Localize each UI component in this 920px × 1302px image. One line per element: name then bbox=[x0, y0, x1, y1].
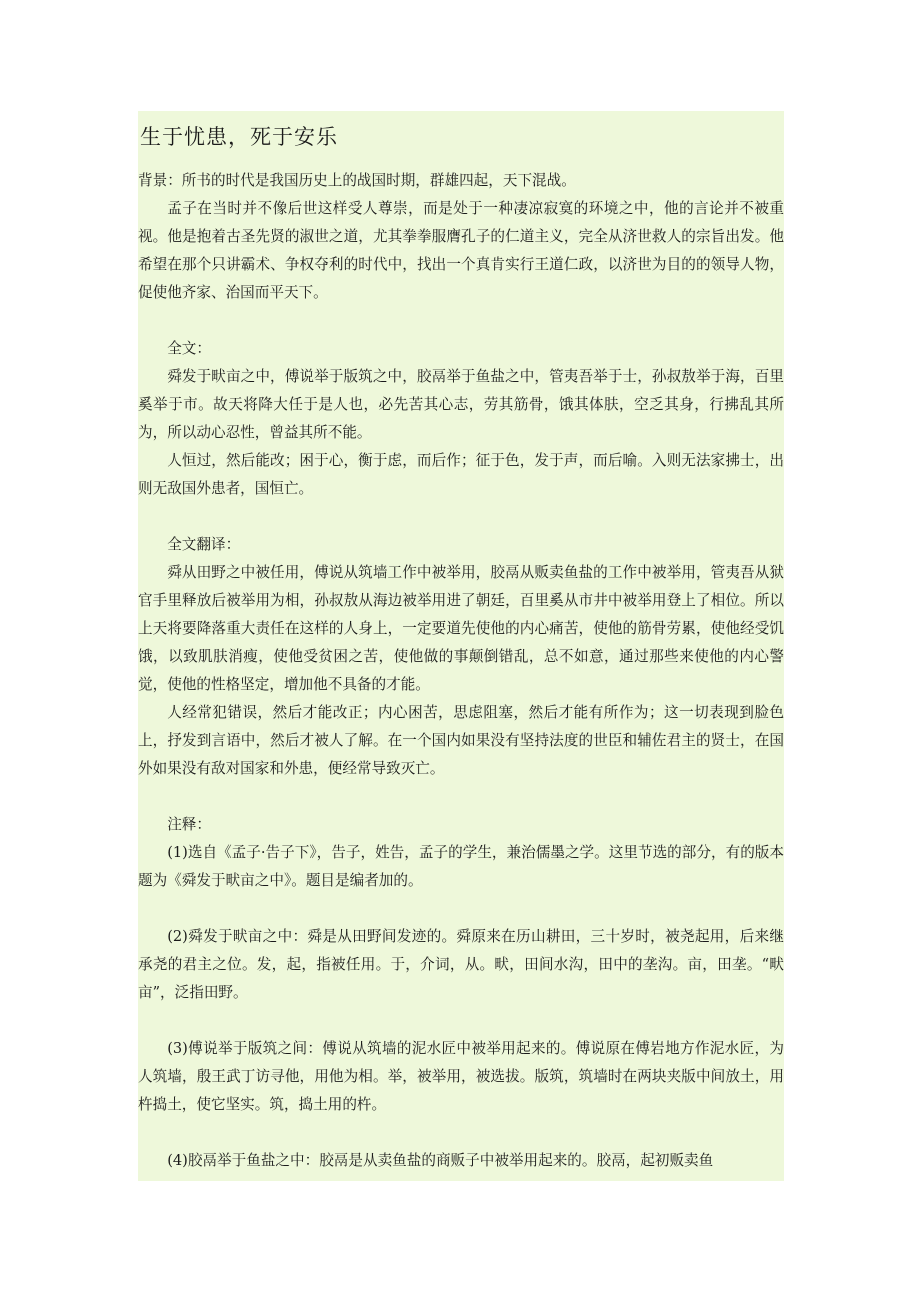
translation-heading: 全文翻译： bbox=[167, 536, 241, 553]
fulltext-paragraph-2: 人恒过，然后能改；困于心，衡于虑，而后作；征于色，发于声，而后喻。入则无法家拂士，出则无敌国外患者，国恒亡。 bbox=[138, 452, 784, 497]
article-title: 生于忧患，死于安乐 bbox=[140, 125, 338, 149]
note-1: (1)选自《孟子·告子下》，告子，姓告，孟子的学生，兼治儒墨之学。这里节选的部分，有的版本题为《舜发于畎亩之中》。题目是编者加的。 bbox=[138, 844, 784, 889]
article-body bbox=[138, 167, 784, 1175]
notes-heading: 注释： bbox=[167, 816, 211, 833]
intro-paragraph: 孟子在当时并不像后世这样受人尊崇，而是处于一种凄凉寂寞的环境之中，他的言论并不被重视。他是抱着古圣先贤的淑世之道，尤其拳拳服膺孔子的仁道主义，完全从济世救人的宗旨出发。他希望在那个只讲霸术、争权夺利的时代中，找出一个真肯实行王道仁政，以济世为目的的领导人物，促使他齐家、治国而平天下。 bbox=[138, 200, 784, 301]
note-2: (2)舜发于畎亩之中：舜是从田野间发迹的。舜原来在历山耕田，三十岁时，被尧起用，后来继承尧的君主之位。发，起，指被任用。于，介词，从。畎，田间水沟，田中的垄沟。亩，田垄。“畎亩”，泛指田野。 bbox=[138, 928, 784, 1001]
translation-paragraph-2: 人经常犯错误，然后才能改正；内心困苦，思虑阻塞，然后才能有所作为；这一切表现到脸色上，抒发到言语中，然后才被人了解。在一个国内如果没有坚持法度的世臣和辅佐君主的贤士，在国外如果没有敌对国家和外患，便经常导致灭亡。 bbox=[138, 704, 784, 777]
note-3: (3)傅说举于版筑之间：傅说从筑墙的泥水匠中被举用起来的。傅说原在傅岩地方作泥水匠，为人筑墙，殷王武丁访寻他，用他为相。举，被举用，被选拔。版筑，筑墙时在两块夹版中间放土，用杵捣土，使它坚实。筑，捣土用的杵。 bbox=[138, 1040, 784, 1113]
background-paragraph: 背景：所书的时代是我国历史上的战国时期，群雄四起，天下混战。 bbox=[138, 172, 576, 189]
note-4: (4)胶鬲举于鱼盐之中：胶鬲是从卖鱼盐的商贩子中被举用起来的。胶鬲，起初贩卖鱼 bbox=[167, 1152, 714, 1169]
document-page bbox=[138, 111, 784, 1181]
fulltext-heading: 全文： bbox=[167, 340, 211, 357]
translation-paragraph-1: 舜从田野之中被任用，傅说从筑墙工作中被举用，胶鬲从贩卖鱼盐的工作中被举用，管夷吾从狱官手里释放后被举用为相，孙叔敖从海边被举用进了朝廷，百里奚从市井中被举用登上了相位。所以上天将要降落重大责任在这样的人身上，一定要道先使他的内心痛苦，使他的筋骨劳累，使他经受饥饿，以致肌肤消瘦，使他受贫困之苦，使他做的事颠倒错乱，总不如意，通过那些来使他的内心警觉，使他的性格坚定，增加他不具备的才能。 bbox=[138, 564, 784, 693]
fulltext-paragraph-1: 舜发于畎亩之中，傅说举于版筑之中，胶鬲举于鱼盐之中，管夷吾举于士，孙叔敖举于海，百里奚举于市。故天将降大任于是人也，必先苦其心志，劳其筋骨，饿其体肤，空乏其身，行拂乱其所为，所以动心忍性，曾益其所不能。 bbox=[138, 368, 784, 441]
